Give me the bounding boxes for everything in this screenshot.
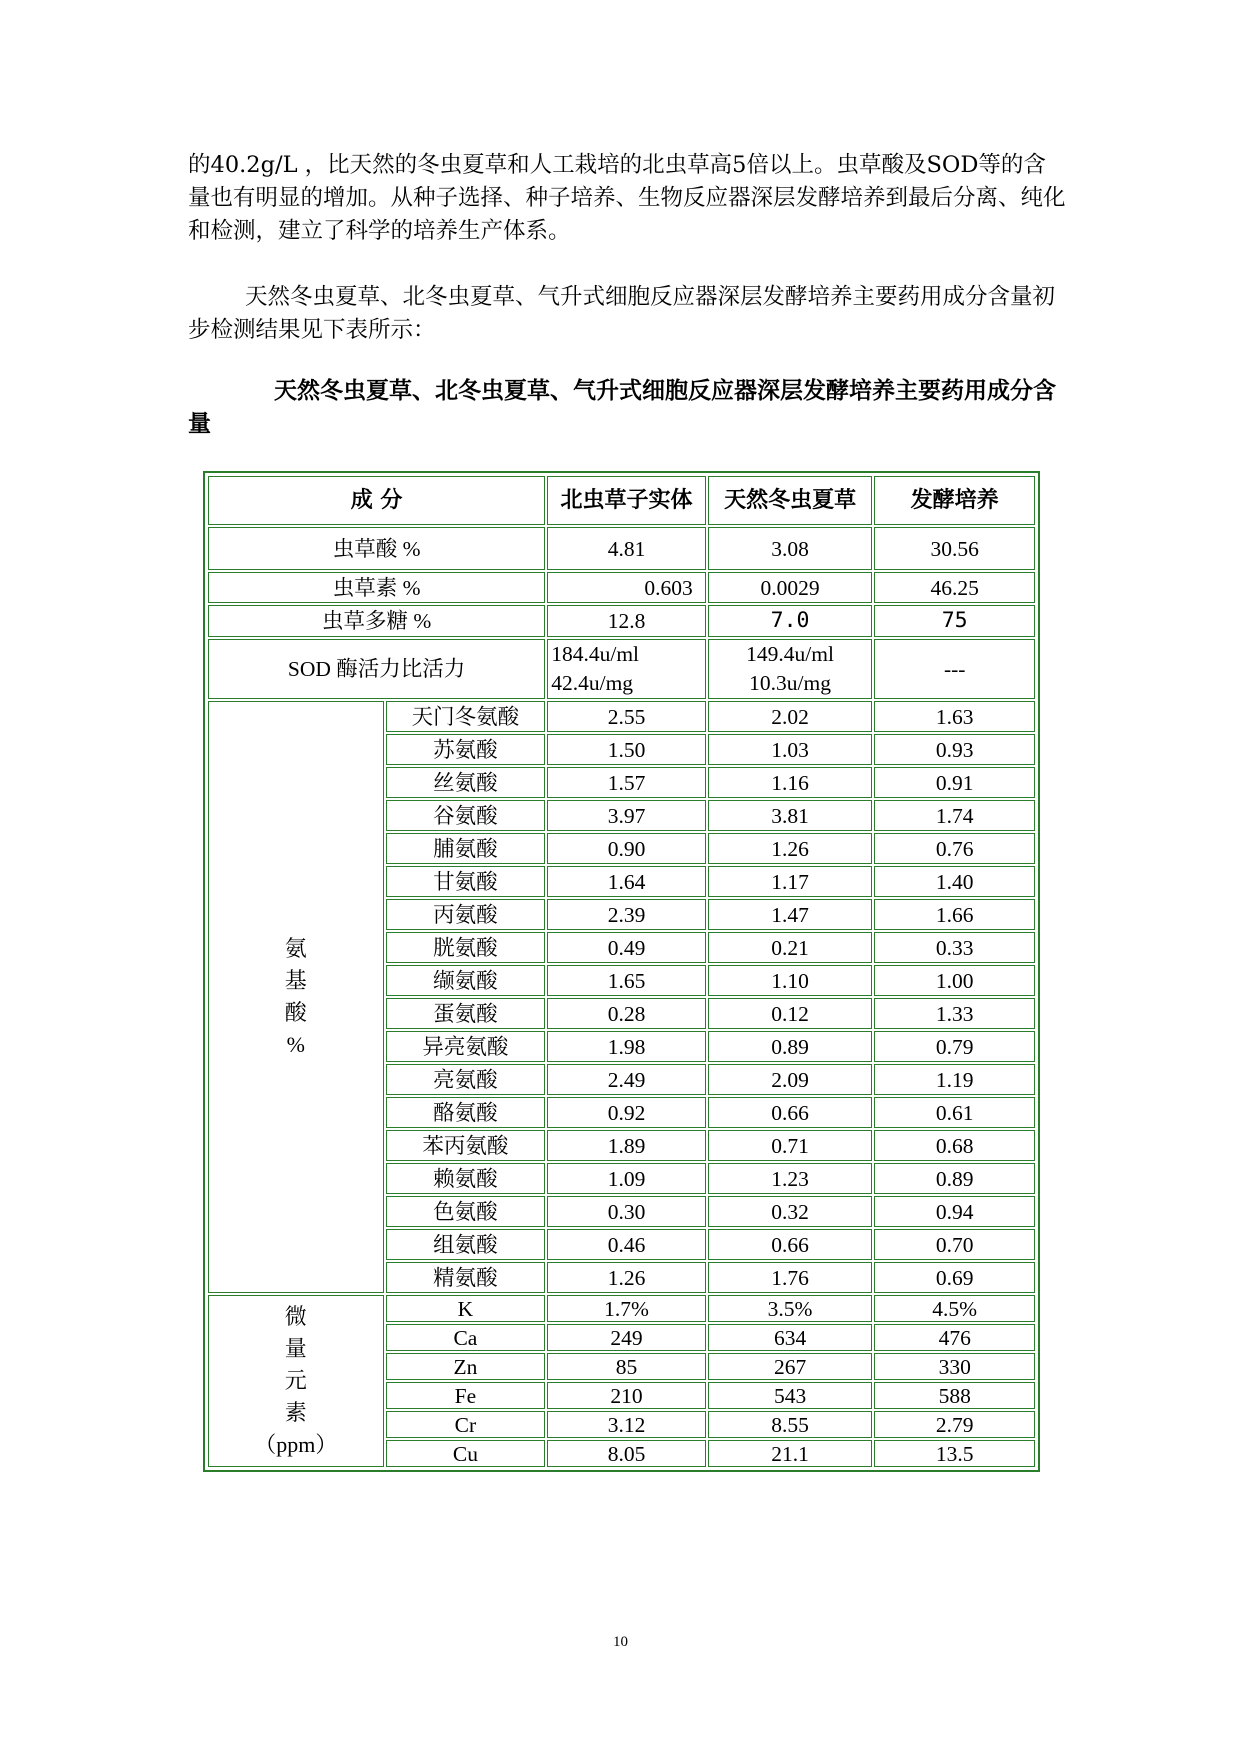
row-name: 蛋氨酸 bbox=[386, 998, 546, 1029]
value-cell: 330 bbox=[874, 1353, 1035, 1380]
row-name: 丙氨酸 bbox=[386, 899, 546, 930]
row-name: Zn bbox=[386, 1353, 546, 1380]
value-cell: 1.33 bbox=[874, 998, 1035, 1029]
row-name: 异亮氨酸 bbox=[386, 1031, 546, 1062]
value-cell: 0.49 bbox=[547, 932, 706, 963]
value-cell: 0.30 bbox=[547, 1196, 706, 1227]
value-cell: 1.64 bbox=[547, 866, 706, 897]
value-cell: 267 bbox=[708, 1353, 873, 1380]
header-natural-cordyceps: 天然冬虫夏草 bbox=[708, 476, 873, 525]
value-cell bbox=[547, 639, 706, 699]
value-cell: 249 bbox=[547, 1324, 706, 1351]
row-name: Fe bbox=[386, 1382, 546, 1409]
row-name: Cu bbox=[386, 1440, 546, 1467]
value-cell: 0.66 bbox=[708, 1229, 873, 1260]
group-label-char: 素 bbox=[284, 1400, 307, 1425]
body-paragraph-1: 的40.2g/L ，比天然的冬虫夏草和人工栽培的北虫草高5倍以上。虫草酸及SOD等的含量也有明显的增加。从种子选择、种子培养、生物反应器深层发酵培养到最后分离、纯化和检测，建立了科学的培养生产体系。 bbox=[188, 152, 1066, 244]
value-cell: 1.63 bbox=[874, 701, 1035, 732]
value-cell: 8.55 bbox=[708, 1411, 873, 1438]
value-cell: 0.46 bbox=[547, 1229, 706, 1260]
value-cell: 46.25 bbox=[874, 572, 1035, 603]
value-cell: 1.19 bbox=[874, 1064, 1035, 1095]
value-cell: 0.94 bbox=[874, 1196, 1035, 1227]
composition-table bbox=[203, 471, 1040, 1472]
value-cell: 0.21 bbox=[708, 932, 873, 963]
group-label-char: % bbox=[286, 1032, 305, 1057]
sod-value-line: 184.4u/ml bbox=[551, 642, 640, 666]
value-cell: 2.79 bbox=[874, 1411, 1035, 1438]
value-cell: 21.1 bbox=[708, 1440, 873, 1467]
group-label-char: 酸 bbox=[284, 1000, 307, 1025]
group-label-char: （ppm） bbox=[254, 1432, 338, 1457]
value-cell: 0.90 bbox=[547, 833, 706, 864]
table-row bbox=[208, 701, 1035, 732]
amino-group-label bbox=[208, 701, 384, 1293]
row-name: 缬氨酸 bbox=[386, 965, 546, 996]
row-name: 苯丙氨酸 bbox=[386, 1130, 546, 1161]
value-cell: 1.40 bbox=[874, 866, 1035, 897]
table-row bbox=[208, 605, 1035, 637]
row-name: 甘氨酸 bbox=[386, 866, 546, 897]
row-name: 虫草多糖 % bbox=[208, 605, 545, 637]
value-cell: 1.17 bbox=[708, 866, 873, 897]
value-cell: 0.70 bbox=[874, 1229, 1035, 1260]
value-cell: 0.76 bbox=[874, 833, 1035, 864]
header-component: 成 分 bbox=[208, 476, 545, 525]
value-cell: 4.5% bbox=[874, 1295, 1035, 1322]
value-cell: 1.16 bbox=[708, 767, 873, 798]
page-number: 10 bbox=[613, 1634, 628, 1650]
value-cell: 634 bbox=[708, 1324, 873, 1351]
row-name: Cr bbox=[386, 1411, 546, 1438]
group-label-char: 基 bbox=[284, 968, 307, 993]
row-name: 精氨酸 bbox=[386, 1262, 546, 1293]
value-cell: 1.66 bbox=[874, 899, 1035, 930]
value-cell: 75 bbox=[874, 605, 1035, 637]
table-row bbox=[208, 639, 1035, 699]
value-cell: 4.81 bbox=[547, 527, 706, 570]
value-cell: 0.32 bbox=[708, 1196, 873, 1227]
value-cell: 543 bbox=[708, 1382, 873, 1409]
value-cell: 2.39 bbox=[547, 899, 706, 930]
value-cell: 1.03 bbox=[708, 734, 873, 765]
value-cell: 0.12 bbox=[708, 998, 873, 1029]
row-name: 苏氨酸 bbox=[386, 734, 546, 765]
value-cell: 13.5 bbox=[874, 1440, 1035, 1467]
value-cell bbox=[708, 639, 873, 699]
value-cell: 1.10 bbox=[708, 965, 873, 996]
value-cell: 0.89 bbox=[708, 1031, 873, 1062]
value-cell: 8.05 bbox=[547, 1440, 706, 1467]
value-cell: 1.47 bbox=[708, 899, 873, 930]
table-header-row bbox=[208, 476, 1035, 525]
value-cell: 0.28 bbox=[547, 998, 706, 1029]
row-name: 虫草酸 % bbox=[208, 527, 545, 570]
trace-group-label bbox=[208, 1295, 384, 1467]
value-cell: 1.26 bbox=[547, 1262, 706, 1293]
value-cell: 588 bbox=[874, 1382, 1035, 1409]
value-cell: 3.81 bbox=[708, 800, 873, 831]
header-fermentation: 发酵培养 bbox=[874, 476, 1035, 525]
value-cell: 0.89 bbox=[874, 1163, 1035, 1194]
body-paragraph-2: 天然冬虫夏草、北冬虫夏草、气升式细胞反应器深层发酵培养主要药用成分含量初步检测结果见下表所示： bbox=[188, 284, 1056, 343]
group-label-char: 氨 bbox=[284, 936, 307, 961]
value-cell: 1.65 bbox=[547, 965, 706, 996]
value-cell: 1.23 bbox=[708, 1163, 873, 1194]
row-name: 酪氨酸 bbox=[386, 1097, 546, 1128]
group-label-char: 量 bbox=[284, 1336, 307, 1361]
value-cell: 1.89 bbox=[547, 1130, 706, 1161]
value-cell: 1.7% bbox=[547, 1295, 706, 1322]
value-cell: 0.61 bbox=[874, 1097, 1035, 1128]
value-cell: 0.93 bbox=[874, 734, 1035, 765]
value-cell: 3.08 bbox=[708, 527, 873, 570]
value-cell: 0.79 bbox=[874, 1031, 1035, 1062]
value-cell: 7.0 bbox=[708, 605, 873, 637]
row-name: 谷氨酸 bbox=[386, 800, 546, 831]
group-label-char: 微 bbox=[284, 1304, 307, 1329]
value-cell: 0.71 bbox=[708, 1130, 873, 1161]
value-cell: 3.12 bbox=[547, 1411, 706, 1438]
value-cell: 0.0029 bbox=[708, 572, 873, 603]
value-cell: 1.57 bbox=[547, 767, 706, 798]
sod-value-line: 42.4u/mg bbox=[551, 671, 634, 695]
table-row bbox=[208, 572, 1035, 603]
value-cell: 1.98 bbox=[547, 1031, 706, 1062]
table-row bbox=[208, 527, 1035, 570]
value-cell: 85 bbox=[547, 1353, 706, 1380]
value-cell: 0.92 bbox=[547, 1097, 706, 1128]
row-name: Ca bbox=[386, 1324, 546, 1351]
value-cell: 1.26 bbox=[708, 833, 873, 864]
value-cell: 476 bbox=[874, 1324, 1035, 1351]
value-cell: 3.97 bbox=[547, 800, 706, 831]
value-cell: 2.02 bbox=[708, 701, 873, 732]
value-cell: 2.55 bbox=[547, 701, 706, 732]
row-name: 胱氨酸 bbox=[386, 932, 546, 963]
value-cell: 2.49 bbox=[547, 1064, 706, 1095]
header-beichongcao: 北虫草子实体 bbox=[547, 476, 706, 525]
value-cell: 1.50 bbox=[547, 734, 706, 765]
row-name: 亮氨酸 bbox=[386, 1064, 546, 1095]
value-cell: 0.69 bbox=[874, 1262, 1035, 1293]
group-label-char: 元 bbox=[284, 1368, 307, 1393]
value-cell: 210 bbox=[547, 1382, 706, 1409]
row-name: 天门冬氨酸 bbox=[386, 701, 546, 732]
value-cell: 12.8 bbox=[547, 605, 706, 637]
table-caption: 天然冬虫夏草、北冬虫夏草、气升式细胞反应器深层发酵培养主要药用成分含量 bbox=[188, 378, 1056, 437]
sod-value-line: 10.3u/mg bbox=[749, 671, 831, 695]
row-name: 组氨酸 bbox=[386, 1229, 546, 1260]
row-name: 色氨酸 bbox=[386, 1196, 546, 1227]
value-cell: 0.33 bbox=[874, 932, 1035, 963]
value-cell: 3.5% bbox=[708, 1295, 873, 1322]
value-cell: 1.74 bbox=[874, 800, 1035, 831]
value-cell: 0.68 bbox=[874, 1130, 1035, 1161]
row-name: 赖氨酸 bbox=[386, 1163, 546, 1194]
row-name: 虫草素 % bbox=[208, 572, 545, 603]
value-cell: --- bbox=[874, 639, 1035, 699]
value-cell: 0.603 bbox=[547, 572, 706, 603]
sod-value-line: 149.4u/ml bbox=[746, 642, 834, 666]
row-name: 丝氨酸 bbox=[386, 767, 546, 798]
value-cell: 2.09 bbox=[708, 1064, 873, 1095]
row-name: SOD 酶活力比活力 bbox=[208, 639, 545, 699]
value-cell: 1.00 bbox=[874, 965, 1035, 996]
value-cell: 30.56 bbox=[874, 527, 1035, 570]
value-cell: 1.76 bbox=[708, 1262, 873, 1293]
value-cell: 0.66 bbox=[708, 1097, 873, 1128]
row-name: K bbox=[386, 1295, 546, 1322]
table-row bbox=[208, 1295, 1035, 1322]
value-cell: 1.09 bbox=[547, 1163, 706, 1194]
row-name: 脯氨酸 bbox=[386, 833, 546, 864]
value-cell: 0.91 bbox=[874, 767, 1035, 798]
